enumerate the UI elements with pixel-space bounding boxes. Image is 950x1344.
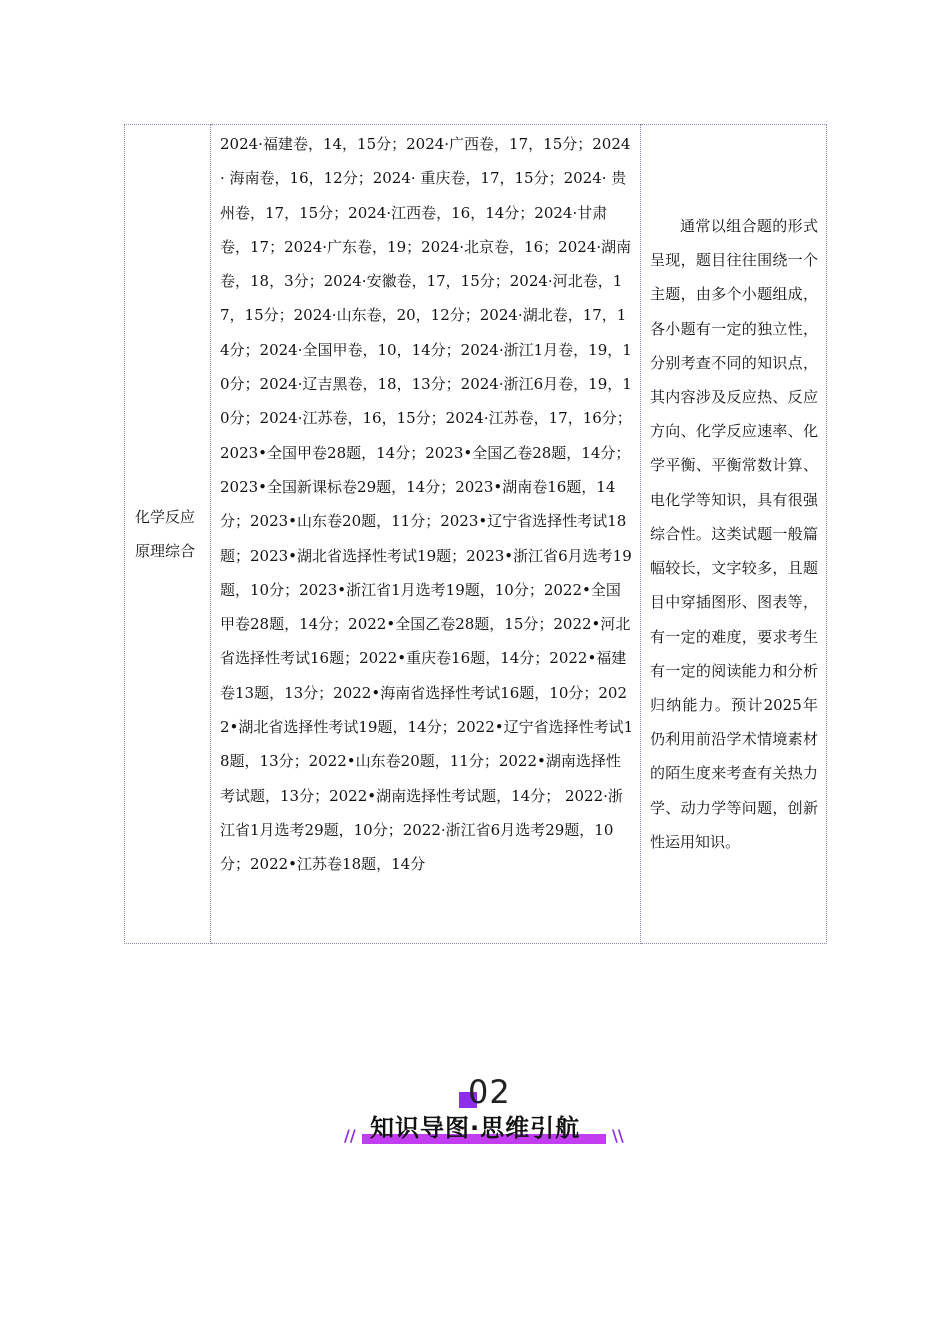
slash-deco-right-icon: \\	[612, 1126, 624, 1145]
analysis-cell: 通常以组合题的形式呈现，题目往往围绕一个主题，由多个小题组成，各小题有一定的独立性，分别考查不同的知识点，其内容涉及反应热、反应方向、化学反应速率、化学平衡、平衡常数计算、电化学等知识，具有很强综合性。这类试题一般篇幅较长，文字较多，且题目中穿插图形、图表等，有一定的难度，要求考生有一定的阅读能力和分析归纳能力。预计2025年仍利用前沿学术情境素材的陌生度来考查有关热力学、动力学等问题，创新性运用知识。	[641, 125, 827, 944]
table-row	[125, 125, 827, 944]
analysis-table	[124, 124, 827, 944]
section-number: 02	[468, 1073, 511, 1111]
section-title: 知识导图·思维引航	[370, 1114, 581, 1142]
slash-deco-left-icon: //	[344, 1126, 356, 1145]
sources-cell: 2024·福建卷，14，15分；2024·广西卷，17，15分；2024· 海南卷，16，12分；2024· 重庆卷，17，15分；2024· 贵州卷，17，15分；2024·江西卷，16，14分；2024·甘肃卷，17；2024·广东卷，19；2024·北京卷，16；2024·湖南卷，18，3分；2024·安徽卷，17，15分；2024·河北卷，17，15分；2024·山东卷，20，12分；2024·湖北卷，17，14分；2024·全国甲卷，10，14分；2024·浙江1月卷，19，10分；2024·辽吉黑卷，18，13分；2024·浙江6月卷，19，10分；2024·江苏卷，16，15分；2024·江苏卷，17，16分；2023•全国甲卷28题，14分；2023•全国乙卷28题，14分；2023•全国新课标卷29题，14分；2023•湖南卷16题，14分；2023•山东卷20题，11分；2023•辽宁省选择性考试18题；2023•湖北省选择性考试19题；2023•浙江省6月选考19题，10分；2023•浙江省1月选考19题，10分；2022•全国甲卷28题，14分；2022•全国乙卷28题，15分；2022•河北省选择性考试16题；2022•重庆卷16题，14分；2022•福建卷13题，13分；2022•海南省选择性考试16题，10分；2022•湖北省选择性考试19题，14分；2022•辽宁省选择性考试18题，13分；2022•山东卷20题，11分；2022•湖南选择性考试题，13分；2022•湖南选择性考试题，14分； 2022·浙江省1月选考29题，10分；2022·浙江省6月选考29题，10分；2022•江苏卷18题，14分	[211, 125, 641, 944]
topic-cell: 化学反应原理综合	[125, 125, 211, 944]
exam-analysis-table	[124, 124, 826, 944]
section-header	[340, 1068, 630, 1152]
